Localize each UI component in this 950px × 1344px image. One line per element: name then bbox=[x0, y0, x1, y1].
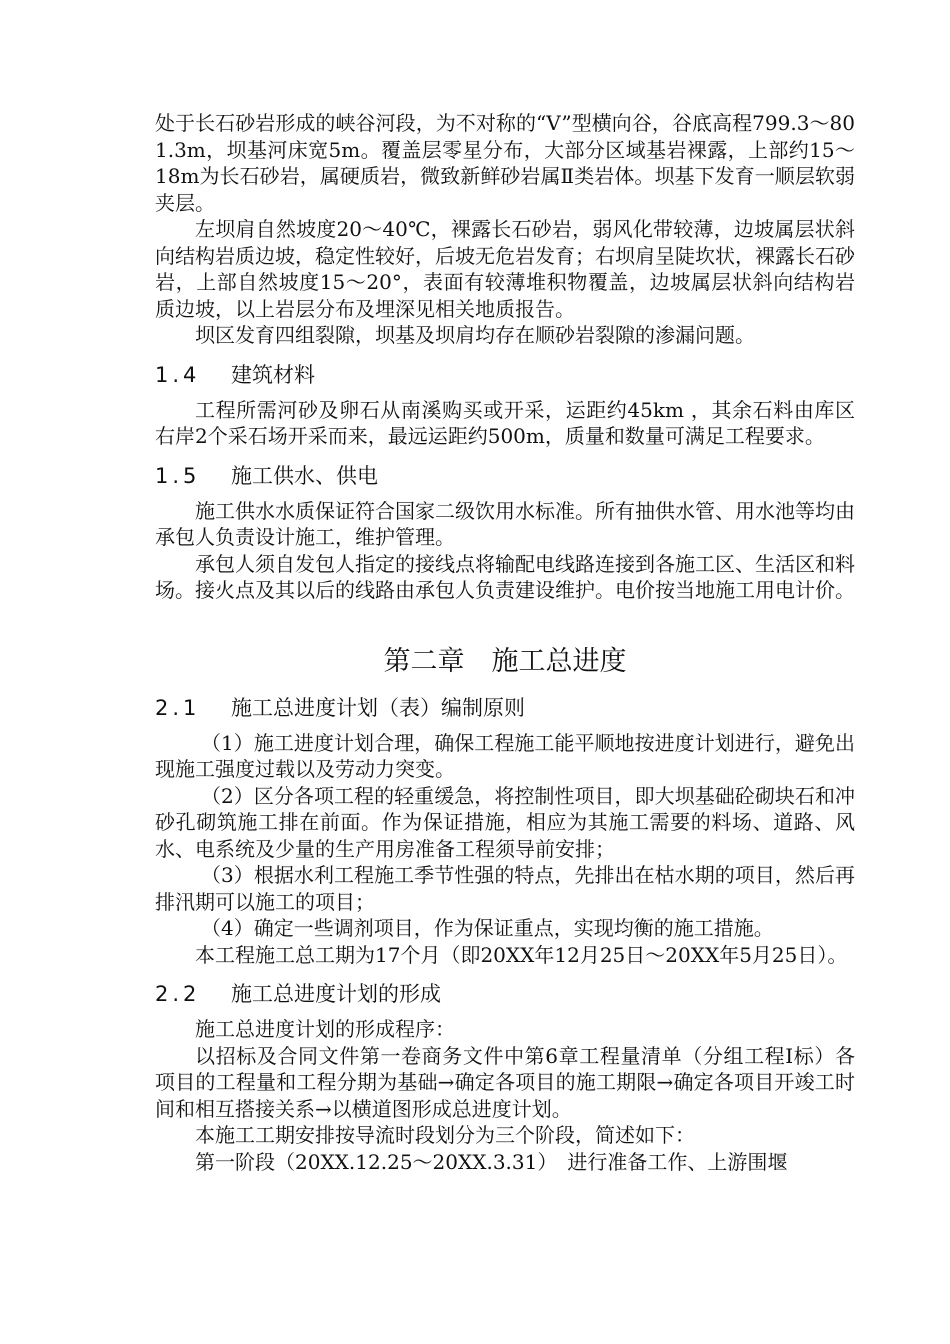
section-title: 建筑材料 bbox=[231, 362, 315, 387]
paragraph: 以招标及合同文件第一卷商务文件中第6章工程量清单（分组工程Ⅰ标）各项目的工程量和工程分期为基础→确定各项目的施工期限→确定各项目开竣工时间和相互搭接关系→以横道图形成总进度计划。 bbox=[155, 1043, 855, 1121]
section-number: 1.5 bbox=[155, 463, 201, 488]
paragraph: 本施工工期安排按导流时段划分为三个阶段，简述如下： bbox=[195, 1123, 695, 1147]
list-item: （4）确定一些调剂项目，作为保证重点，实现均衡的施工措施。 bbox=[201, 916, 774, 940]
paragraph: 承包人须自发包人指定的接线点将输配电线路连接到各施工区、生活区和料场。接火点及其以后的线路由承包人负责建设维护。电价按当地施工用电计价。 bbox=[155, 551, 855, 602]
list-item: （3）根据水利工程施工季节性强的特点，先排出在枯水期的项目，然后再排汛期可以施工的项目； bbox=[155, 863, 855, 914]
section-heading-1-5 bbox=[155, 462, 855, 490]
paragraph: 本工程施工总工期为17个月（即20XX年12月25日～20XX年5月25日）。 bbox=[195, 942, 848, 967]
paragraph: 工程所需河砂及卵石从南溪购买或开采，运距约45km ，其余石料由库区右岸2个采石场开采而来，最远运距约500m，质量和数量可满足工程要求。 bbox=[155, 397, 855, 448]
document-page bbox=[155, 110, 855, 1175]
section-heading-2-2 bbox=[155, 980, 855, 1008]
section-title: 施工供水、供电 bbox=[231, 463, 378, 488]
paragraph: 处于长石砂岩形成的峡谷河段，为不对称的“V”型横向谷，谷底高程799.3～801.3m，坝基河床宽5m。覆盖层零星分布，大部分区域基岩裸露，上部约15～18m为长石砂岩，属硬质岩，微致新鲜砂岩属Ⅱ类岩体。坝基下发育一顺层软弱夹层。 bbox=[155, 111, 855, 215]
section-heading-1-4 bbox=[155, 361, 855, 389]
paragraph: 施工供水水质保证符合国家二级饮用水标准。所有抽供水管、用水池等均由承包人负责设计施工，维护管理。 bbox=[155, 498, 855, 549]
list-item: （2）区分各项工程的轻重缓急，将控制性项目，即大坝基础砼砌块石和冲砂孔砌筑施工排在前面。作为保证措施，相应为其施工需要的料场、道路、风水、电系统及少量的生产用房准备工程须导前安排； bbox=[155, 783, 855, 861]
section-number: 2.2 bbox=[155, 982, 201, 1006]
section-title: 施工总进度计划的形成 bbox=[231, 982, 441, 1006]
section-title: 施工总进度计划（表）编制原则 bbox=[231, 695, 525, 720]
paragraph: 施工总进度计划的形成程序： bbox=[195, 1017, 455, 1041]
paragraph: 坝区发育四组裂隙，坝基及坝肩均存在顺砂岩裂隙的渗漏问题。 bbox=[195, 323, 755, 347]
paragraph: 第一阶段（20XX.12.25～20XX.3.31） 进行准备工作、上游围堰 bbox=[195, 1149, 788, 1174]
section-number: 1.4 bbox=[155, 362, 201, 387]
list-item: （1）施工进度计划合理，确保工程施工能平顺地按进度计划进行，避免出现施工强度过载以及劳动力突变。 bbox=[155, 730, 855, 781]
section-number: 2.1 bbox=[155, 695, 201, 720]
section-heading-2-1 bbox=[155, 694, 855, 722]
chapter-title: 第二章 施工总进度 bbox=[383, 645, 627, 677]
paragraph: 左坝肩自然坡度20～40℃，裸露长石砂岩，弱风化带较薄，边坡属层状斜向结构岩质边坡，稳定性较好，后坡无危岩发育；右坝肩呈陡坎状，裸露长石砂岩，上部自然坡度15～20°，表面有较薄堆积物覆盖，边坡属层状斜向结构岩质边坡，以上岩层分布及埋深见相关地质报告。 bbox=[155, 217, 855, 321]
